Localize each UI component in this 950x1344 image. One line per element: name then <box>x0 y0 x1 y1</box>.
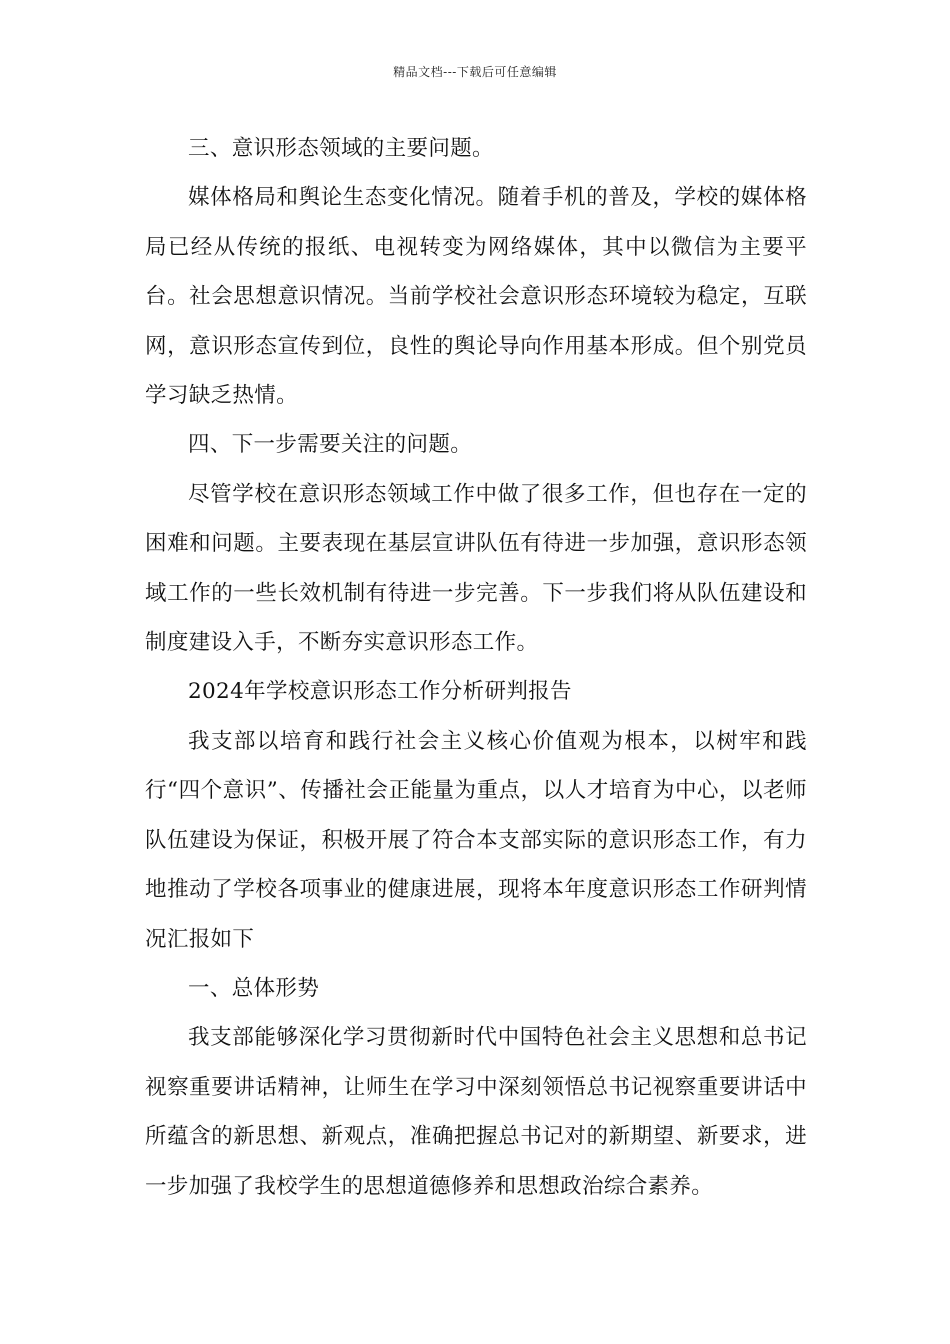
document-body <box>145 124 807 1211</box>
body-paragraph: 媒体格局和舆论生态变化情况。随着手机的普及，学校的媒体格局已经从传统的报纸、电视转变为网络媒体，其中以微信为主要平台。社会思想意识情况。当前学校社会意识形态环境较为稳定，互联网，意识形态宣传到位，良性的舆论导向作用基本形成。但个别党员学习缺乏热情。 <box>145 185 807 409</box>
section-heading-4: 四、下一步需要关注的问题。 <box>188 432 473 458</box>
page-header: 精品文档---下载后可任意编辑 <box>393 65 557 79</box>
body-paragraph: 我支部以培育和践行社会主义核心价值观为根本，以树牢和践行“四个意识”、传播社会正能量为重点，以人才培育为中心，以老师队伍建设为保证，积极开展了符合本支部实际的意识形态工作，有力地推动了学校各项事业的健康进展，现将本年度意识形态工作研判情况汇报如下 <box>145 728 807 952</box>
section-heading-3: 三、意识形态领域的主要问题。 <box>188 136 494 161</box>
body-paragraph: 尽管学校在意识形态领域工作中做了很多工作，但也存在一定的困难和问题。主要表现在基层宣讲队伍有待进一步加强，意识形态领域工作的一些长效机制有待进一步完善。下一步我们将从队伍建设和制度建设入手，不断夯实意识形态工作。 <box>145 481 807 656</box>
section-heading-1: 一、总体形势 <box>188 975 320 1001</box>
body-paragraph: 我支部能够深化学习贯彻新时代中国特色社会主义思想和总书记视察重要讲话精神，让师生在学习中深刻领悟总书记视察重要讲话中所蕴含的新思想、新观点，准确把握总书记对的新期望、新要求，进一步加强了我校学生的思想道德修养和思想政治综合素养。 <box>145 1025 807 1199</box>
report-title: 2024年学校意识形态工作分析研判报告 <box>188 679 572 705</box>
